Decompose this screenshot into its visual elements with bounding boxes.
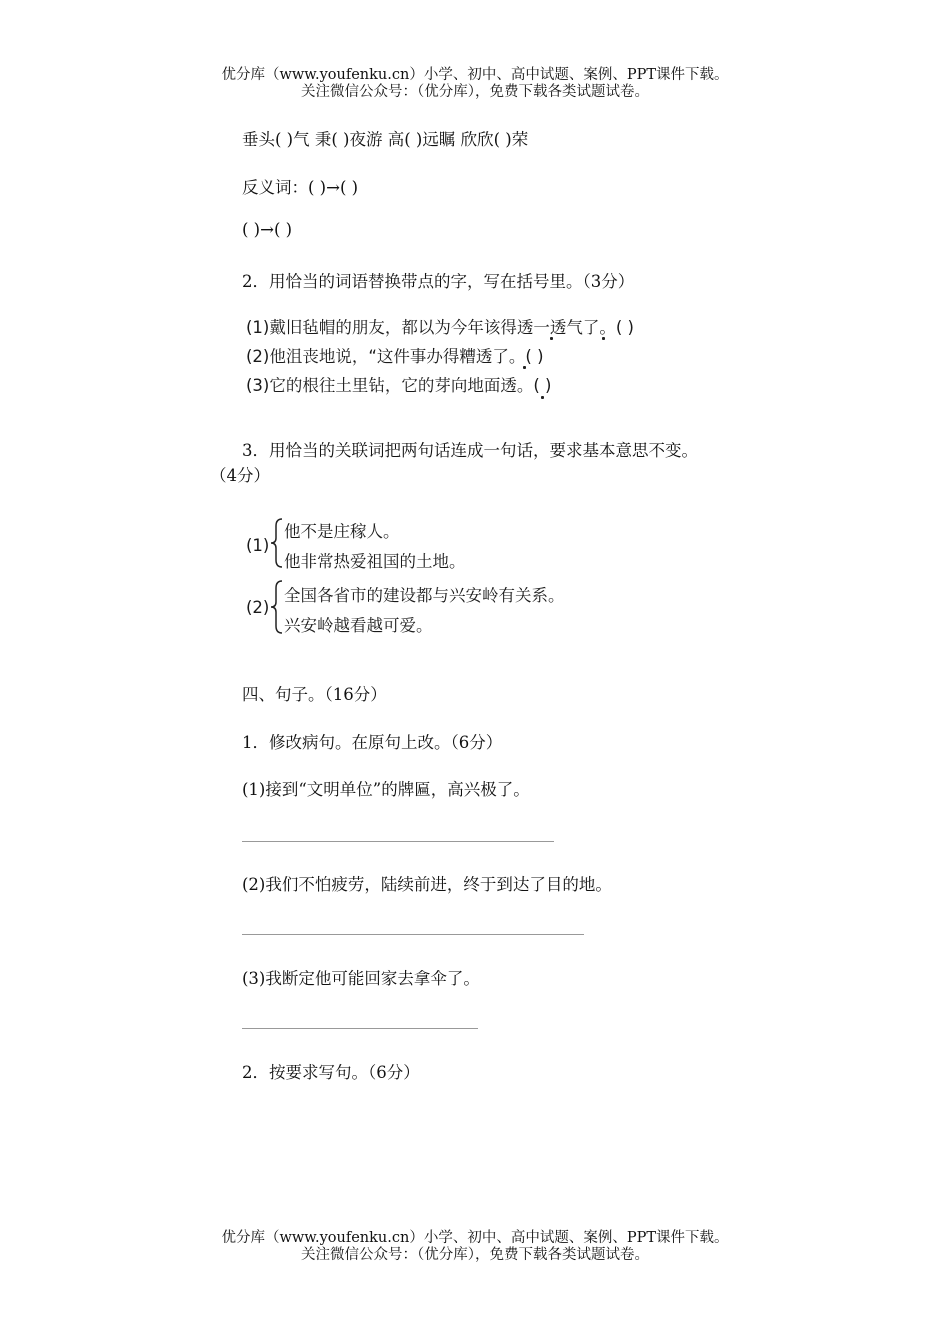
idiom-fill-line: 垂头( )气 秉( )夜游 高( )远瞩 欣欣( )荣 (242, 130, 529, 149)
page-header (0, 67, 950, 101)
sentence-1: (1)接到“文明单位”的牌匾，高兴极了。 (242, 780, 530, 799)
brace-icon (270, 580, 284, 634)
q2-scanned-block (246, 314, 746, 404)
answer-line-2[interactable] (242, 934, 584, 935)
footer-line-1: 优分库（www.youfenku.cn）小学、初中、高中试题、案例、PPT课件下载。 (221, 1230, 729, 1246)
group-1-line-1: 他不是庄稼人。 (284, 522, 400, 541)
brace-icon (270, 518, 284, 568)
answer-line-3[interactable] (242, 1028, 478, 1029)
group-1-label: (1) (246, 536, 270, 555)
q2-title: 2．用恰当的词语替换带点的字，写在括号里。（3分） (242, 272, 635, 291)
q2-item-3: (3)它的根往土里钻，它的芽向地面透。( ) (246, 376, 552, 395)
group-2-label: (2) (246, 598, 270, 617)
q3-scanned-block (246, 514, 646, 640)
emphasis-dot (541, 396, 544, 399)
emphasis-dot (550, 337, 553, 340)
answer-line-1[interactable] (242, 841, 554, 842)
section4-title: 四、句子。（16分） (242, 685, 387, 704)
header-line-2: 关注微信公众号：（优分库），免费下载各类试题试卷。 (301, 84, 649, 100)
header-line-1: 优分库（www.youfenku.cn）小学、初中、高中试题、案例、PPT课件下载。 (221, 67, 729, 83)
sentence-3: (3)我断定他可能回家去拿伞了。 (242, 969, 480, 988)
section4-q1-title: 1．修改病句。在原句上改。（6分） (242, 733, 503, 752)
emphasis-dot (523, 366, 526, 369)
group-1-line-2: 他非常热爱祖国的土地。 (284, 552, 466, 571)
antonym-line-1: 反义词：( )→( ) (242, 178, 359, 197)
group-2-line-1: 全国各省市的建设都与兴安岭有关系。 (284, 586, 565, 605)
q2-item-1: (1)戴旧毡帽的朋友，都以为今年该得透一透气了。( ) (246, 318, 634, 337)
emphasis-dot (602, 337, 605, 340)
footer-line-2: 关注微信公众号：（优分库），免费下载各类试题试卷。 (301, 1247, 649, 1263)
q3-title: 3．用恰当的关联词把两句话连成一句话，要求基本意思不变。 (242, 441, 698, 460)
page-footer (0, 1230, 950, 1264)
section4-q2-title: 2．按要求写句。（6分） (242, 1063, 420, 1082)
group-2-line-2: 兴安岭越看越可爱。 (284, 616, 433, 635)
q2-item-2: (2)他沮丧地说，“这件事办得糟透了。( ) (246, 347, 544, 366)
sentence-2: (2)我们不怕疲劳，陆续前进，终于到达了目的地。 (242, 875, 612, 894)
antonym-line-2: ( )→( ) (242, 220, 293, 239)
q3-score: （4分） (210, 466, 270, 485)
